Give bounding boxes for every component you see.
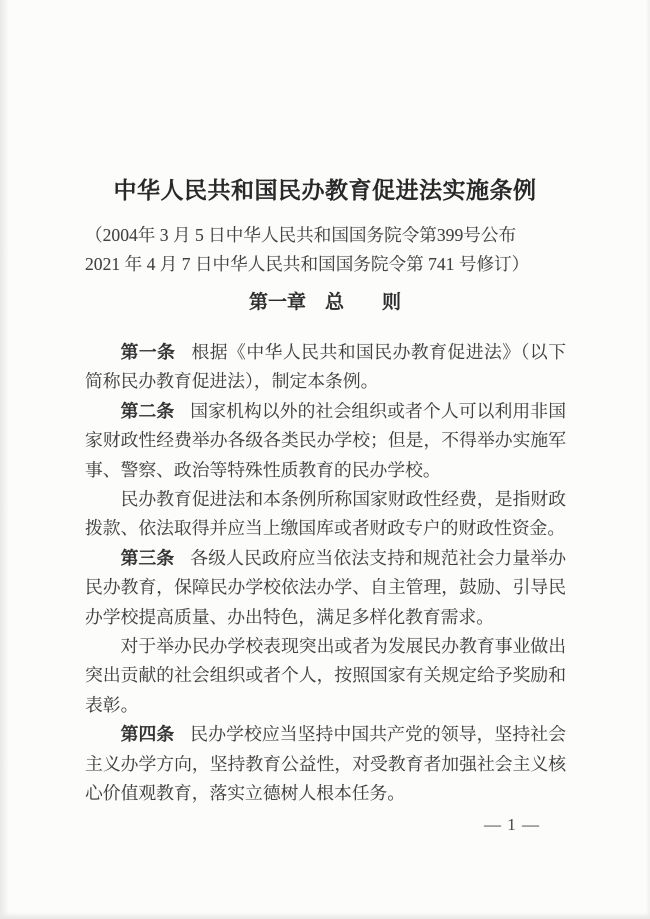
article-3-text: 各级人民政府应当依法支持和规范社会力量举办民办教育，保障民办学校依法办学、自主管理，鼓励、引导民办学校提高质量、办出特色，满足多样化教育需求。 xyxy=(85,547,566,627)
paragraph-article-2 xyxy=(85,397,566,485)
chapter-heading: 第一章 总 则 xyxy=(248,292,401,313)
article-4-text: 民办学校应当坚持中国共产党的领导，坚持社会主义办学方向，坚持教育公益性，对受教育者加强社会主义核心价值观教育，落实立德树人根本任务。 xyxy=(85,724,566,804)
paragraph-article-1 xyxy=(85,338,566,397)
article-1-number: 第一条 xyxy=(120,342,176,362)
scan-edge-left xyxy=(0,0,9,919)
article-4-number: 第四条 xyxy=(120,724,175,745)
paragraph-article-3-clause-2 xyxy=(85,632,566,720)
paragraph-article-2-clause-2 xyxy=(85,485,566,544)
article-body xyxy=(85,338,566,809)
paragraph-article-3 xyxy=(85,544,566,632)
scan-edge-right xyxy=(646,0,650,919)
promulgation-line-1: （2004年 3 月 5 日中华人民共和国国务院令第399号公布 xyxy=(85,225,517,245)
article-1-text: 根据《中华人民共和国民办教育促进法》（以下简称民办教育促进法），制定本条例。 xyxy=(85,342,566,392)
scan-edge-bottom xyxy=(0,912,650,919)
paragraph-article-4 xyxy=(85,720,566,808)
promulgation-line-2: 2021 年 4 月 7 日中华人民共和国国务院令第 741 号修订） xyxy=(85,254,530,274)
article-3-clause-2-text: 对于举办民办学校表现突出或者为发展民办教育事业做出突出贡献的社会组织或者个人，按照国家有关规定给予奖励和表彰。 xyxy=(85,636,566,715)
document-title: 中华人民共和国民办教育促进法实施条例 xyxy=(113,178,537,203)
article-3-number: 第三条 xyxy=(120,547,175,568)
page-number: — 1 — xyxy=(484,814,540,834)
article-2-text: 国家机构以外的社会组织或者个人可以利用非国家财政性经费举办各级各类民办学校；但是，不得举办实施军事、警察、政治等特殊性质教育的民办学校。 xyxy=(85,400,566,480)
article-2-clause-2-text: 民办教育促进法和本条例所称国家财政性经费，是指财政拨款、依法取得并应当上缴国库或者财政专户的财政性资金。 xyxy=(85,489,566,539)
article-2-number: 第二条 xyxy=(120,400,175,421)
promulgation-note xyxy=(85,221,566,279)
